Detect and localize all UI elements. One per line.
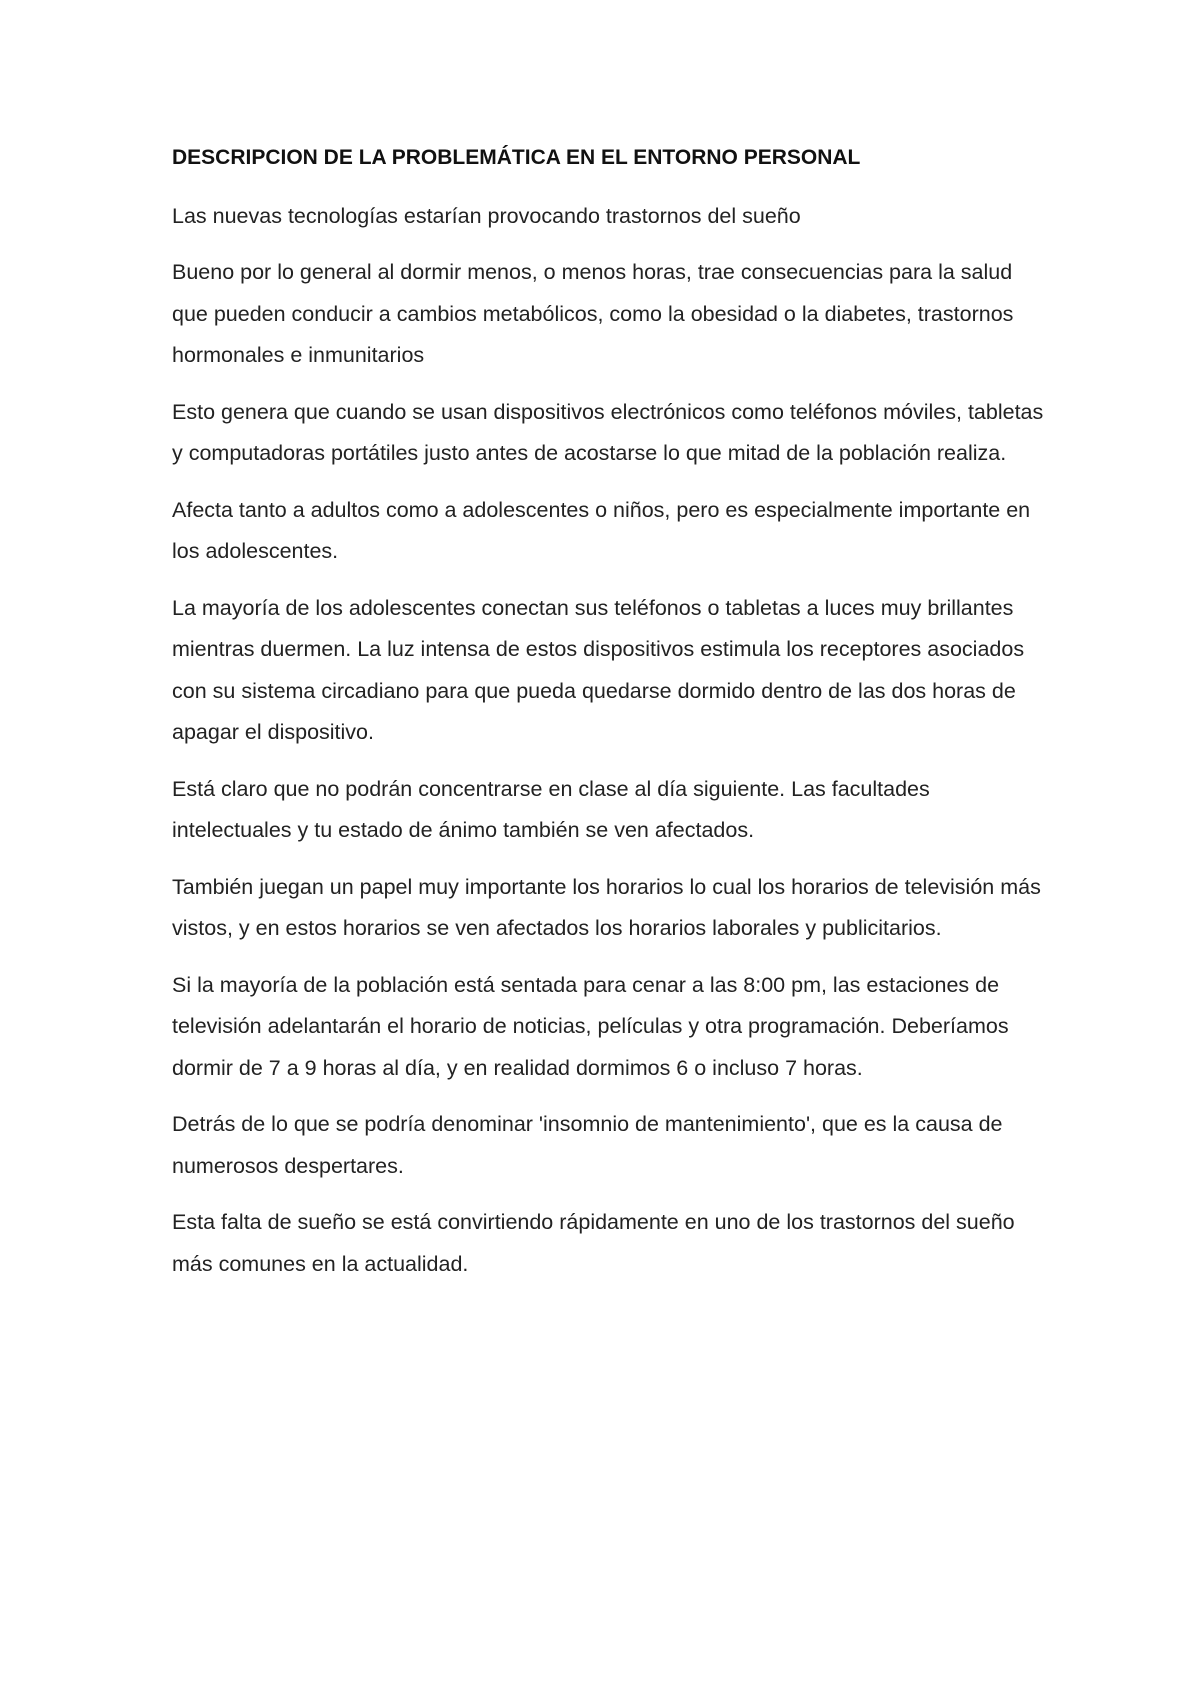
subtitle-paragraph: Las nuevas tecnologías estarían provocando trastornos del sueño bbox=[172, 204, 801, 228]
paragraph: Detrás de lo que se podría denominar 'insomnio de mantenimiento', que es la causa de numerosos despertares. bbox=[172, 1112, 1003, 1178]
paragraph: La mayoría de los adolescentes conectan sus teléfonos o tabletas a luces muy brillantes mientras duermen. La luz intensa de estos dispositivos estimula los receptores asociados con su sistema circadiano para que pueda quedarse dormido dentro de las dos horas de apagar el dispositivo. bbox=[172, 595, 1025, 744]
paragraph: Esta falta de sueño se está convirtiendo rápidamente en uno de los trastornos del sueño más comunes en la actualidad. bbox=[172, 1210, 1015, 1276]
paragraph: Si la mayoría de la población está sentada para cenar a las 8:00 pm, las estaciones de televisión adelantarán el horario de noticias, películas y otra programación. Deberíamos dormir de 7 a 9 horas al día, y en realidad dormimos 6 o incluso 7 horas. bbox=[172, 972, 1009, 1080]
paragraph: También juegan un papel muy importante los horarios lo cual los horarios de televisión más vistos, y en estos horarios se ven afectados los horarios laborales y publicitarios. bbox=[172, 874, 1041, 940]
document-title: DESCRIPCION DE LA PROBLEMÁTICA EN EL ENTORNO PERSONAL bbox=[172, 146, 861, 169]
paragraph: Afecta tanto a adultos como a adolescentes o niños, pero es especialmente importante en los adolescentes. bbox=[172, 497, 1031, 563]
document-body bbox=[172, 140, 1052, 1300]
paragraph: Está claro que no podrán concentrarse en clase al día siguiente. Las facultades intelectuales y tu estado de ánimo también se ven afectados. bbox=[172, 776, 930, 842]
paragraph: Esto genera que cuando se usan dispositivos electrónicos como teléfonos móviles, tabletas y computadoras portátiles justo antes de acostarse lo que mitad de la población realiza. bbox=[172, 399, 1044, 465]
paragraph: Bueno por lo general al dormir menos, o menos horas, trae consecuencias para la salud que pueden conducir a cambios metabólicos, como la obesidad o la diabetes, trastornos hormonales e inmunitarios bbox=[172, 260, 1014, 367]
